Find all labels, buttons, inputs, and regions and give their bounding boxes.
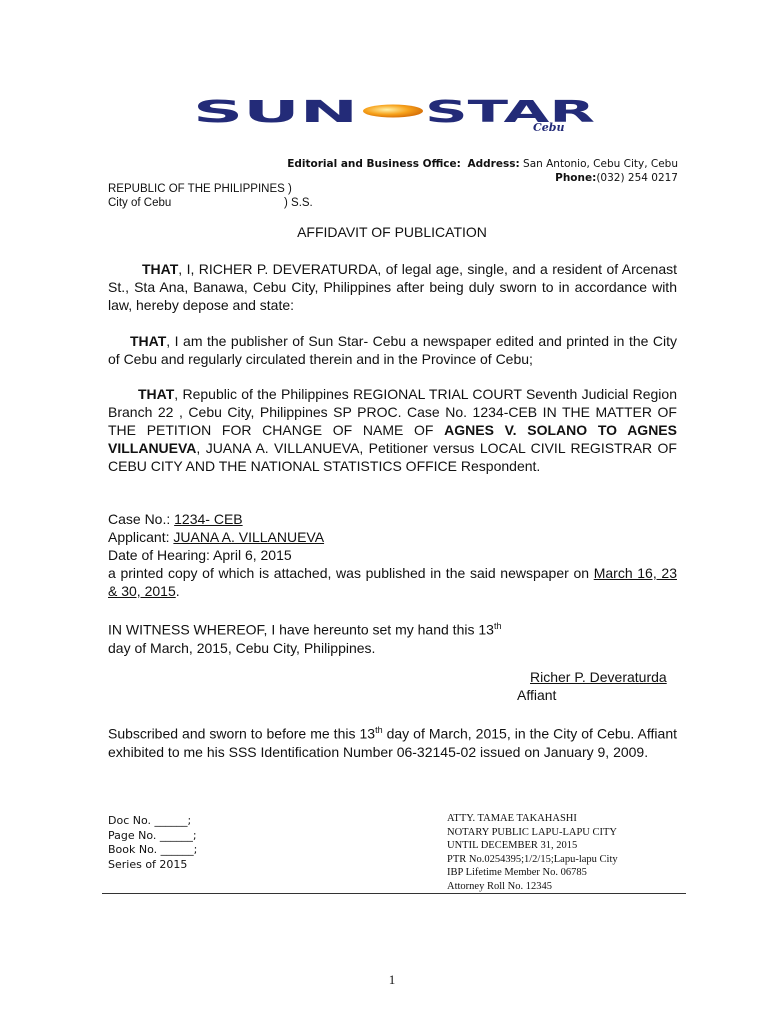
venue-block (108, 182, 313, 210)
affiant-label: Affiant (517, 687, 557, 703)
notary-name: ATTY. TAMAE TAKAHASHI (447, 813, 577, 824)
footer-divider (102, 893, 686, 894)
venue-line-2: City of Cebu ) S.S. (108, 197, 313, 209)
office-info (287, 157, 678, 185)
logo-text-cebu: Cebu (533, 121, 565, 134)
address-line: Editorial and Business Office: Address: San Antonio, Cebu City, Cebu (287, 158, 678, 170)
series: Series of 2015 (108, 857, 188, 871)
paragraph-3: THAT, Republic of the Philippines REGIONAL TRIAL COURT Seventh Judicial Region Branch 22 , Cebu City, Philippines SP PROC. Case No. 1234-CEB IN THE MATTER OF THE PETITION FOR CHANGE OF NAME OF AGNES V. SOLANO TO AGNES VILLANUEVA, JUANA A. VILLANUEVA, Petitioner versus LOCAL CIVIL REGISTRAR OF CEBU CITY AND THE NATIONAL STATISTICS OFFICE Respondent. (108, 386, 677, 474)
paragraph-2: THAT, I am the publisher of Sun Star- Cebu a newspaper edited and printed in the City of Cebu and regularly circulated therein and in the Province of Cebu; (108, 333, 677, 367)
notary-until: UNTIL DECEMBER 31, 2015 (447, 840, 578, 851)
logo-text-star: STAR (425, 98, 595, 130)
venue-line-1: REPUBLIC OF THE PHILIPPINES ) (108, 183, 292, 195)
notary-roll: Attorney Roll No. 12345 (447, 880, 552, 892)
notary-block (447, 812, 618, 893)
case-number-line: Case No.: 1234- CEB (108, 511, 243, 527)
witness-statement: IN WITNESS WHEREOF, I have hereunto set my hand this 13th day of March, 2015, Cebu City, Philippines. (108, 621, 502, 656)
notary-ibp: IBP Lifetime Member No. 06785 (447, 867, 587, 878)
affiant-signature-name: Richer P. Deveraturda (530, 669, 667, 685)
case-details (108, 510, 677, 600)
notarial-register-block (108, 814, 197, 872)
page-number: 1 (388, 972, 396, 987)
phone-line: Phone:(032) 254 0217 (555, 172, 678, 184)
subscribed-statement: Subscribed and sworn to before me this 13th day of March, 2015, in the City of Cebu. Affiant exhibited to me his SSS Identification Number 06-32145-02 issued on January 9, 2009. (108, 725, 677, 760)
hearing-line: Date of Hearing: April 6, 2015 (108, 547, 292, 563)
book-no: Book No. ______; (108, 843, 198, 856)
doc-no: Doc No. ______; (108, 814, 192, 827)
notary-ptr: PTR No.0254395;1/2/15;Lapu-lapu City (447, 853, 618, 865)
logo-sun-icon (363, 105, 423, 118)
publication-line: a printed copy of which is attached, was published in the said newspaper on March 16, 23 & 30, 2015. (108, 565, 677, 599)
sun-star-logo (193, 98, 603, 134)
page-no: Page No. ______; (108, 828, 197, 842)
applicant-line: Applicant: JUANA A. VILLANUEVA (108, 529, 325, 545)
document-title: AFFIDAVIT OF PUBLICATION (297, 224, 487, 240)
notary-commission: NOTARY PUBLIC LAPU-LAPU CITY (447, 826, 617, 838)
paragraph-1: THAT, I, RICHER P. DEVERATURDA, of legal age, single, and a resident of Arcenast St., Sta Ana, Banawa, Cebu City, Philippines after being duly sworn to in accordance with law, hereby depose and state: (108, 261, 677, 313)
logo-text-sun: SUN (193, 98, 358, 130)
